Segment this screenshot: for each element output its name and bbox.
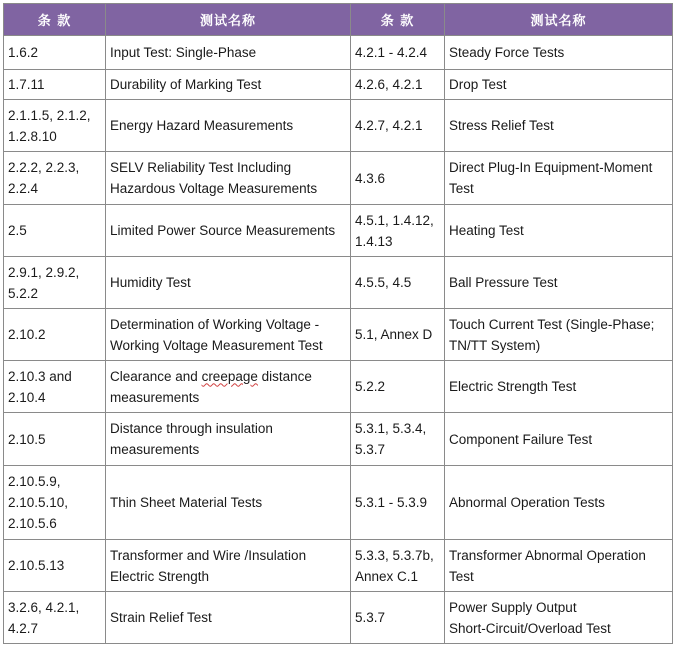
header-test-name-1: 测试名称 xyxy=(106,4,351,36)
test-name-text: distance measurements xyxy=(110,368,312,405)
clause-cell: 5.3.1 - 5.3.9 xyxy=(351,466,445,540)
clause-cell: 5.3.7 xyxy=(351,592,445,644)
test-name-cell: Drop Test xyxy=(445,70,673,100)
table-row xyxy=(4,36,673,70)
clause-cell: 4.5.1, 1.4.12, 1.4.13 xyxy=(351,205,445,257)
test-name-cell: Abnormal Operation Tests xyxy=(445,466,673,540)
test-name-cell: Input Test: Single-Phase xyxy=(106,36,351,70)
clause-cell: 3.2.6, 4.2.1, 4.2.7 xyxy=(4,592,106,644)
clause-cell: 2.1.1.5, 2.1.2, 1.2.8.10 xyxy=(4,100,106,152)
test-name-cell: Electric Strength Test xyxy=(445,361,673,413)
test-name-cell: Determination of Working Voltage - Working Voltage Measurement Test xyxy=(106,309,351,361)
table-row xyxy=(4,540,673,592)
test-name-cell: Transformer and Wire /Insulation Electric Strength xyxy=(106,540,351,592)
clause-cell: 4.5.5, 4.5 xyxy=(351,257,445,309)
test-name-cell xyxy=(106,361,351,413)
table-row xyxy=(4,100,673,152)
spellcheck-marked-word: creepage xyxy=(201,368,258,384)
test-name-cell: Humidity Test xyxy=(106,257,351,309)
clause-cell: 4.2.7, 4.2.1 xyxy=(351,100,445,152)
clause-cell: 1.6.2 xyxy=(4,36,106,70)
test-name-cell: Strain Relief Test xyxy=(106,592,351,644)
header-clause-1: 条 款 xyxy=(4,4,106,36)
test-name-cell: Touch Current Test (Single-Phase; TN/TT System) xyxy=(445,309,673,361)
test-table-container xyxy=(3,3,673,644)
test-name-cell: Direct Plug-In Equipment-Moment Test xyxy=(445,152,673,205)
table-row xyxy=(4,257,673,309)
test-name-cell: Heating Test xyxy=(445,205,673,257)
header-row xyxy=(4,4,673,36)
table-row xyxy=(4,413,673,466)
header-clause-2: 条 款 xyxy=(351,4,445,36)
test-name-cell: Component Failure Test xyxy=(445,413,673,466)
clause-cell: 4.2.6, 4.2.1 xyxy=(351,70,445,100)
test-name-cell: Distance through insulation measurements xyxy=(106,413,351,466)
test-name-cell: Power Supply Output Short-Circuit/Overload Test xyxy=(445,592,673,644)
test-name-cell: Steady Force Tests xyxy=(445,36,673,70)
clause-cell: 2.5 xyxy=(4,205,106,257)
test-name-cell: Transformer Abnormal Operation Test xyxy=(445,540,673,592)
clause-cell: 2.10.3 and 2.10.4 xyxy=(4,361,106,413)
table-row xyxy=(4,361,673,413)
clause-cell: 5.1, Annex D xyxy=(351,309,445,361)
clause-cell: 5.3.3, 5.3.7b, Annex C.1 xyxy=(351,540,445,592)
test-name-cell: Ball Pressure Test xyxy=(445,257,673,309)
header-test-name-2: 测试名称 xyxy=(445,4,673,36)
test-clause-table xyxy=(3,3,673,644)
table-row xyxy=(4,152,673,205)
table-row xyxy=(4,70,673,100)
clause-cell: 2.10.2 xyxy=(4,309,106,361)
clause-cell: 5.2.2 xyxy=(351,361,445,413)
clause-cell: 2.10.5.13 xyxy=(4,540,106,592)
test-name-cell: Energy Hazard Measurements xyxy=(106,100,351,152)
test-name-text: Clearance and xyxy=(110,368,202,384)
clause-cell: 2.9.1, 2.9.2, 5.2.2 xyxy=(4,257,106,309)
clause-cell: 2.10.5 xyxy=(4,413,106,466)
test-name-cell: Durability of Marking Test xyxy=(106,70,351,100)
clause-cell: 2.10.5.9, 2.10.5.10, 2.10.5.6 xyxy=(4,466,106,540)
clause-cell: 4.2.1 - 4.2.4 xyxy=(351,36,445,70)
table-row xyxy=(4,309,673,361)
test-name-cell: Limited Power Source Measurements xyxy=(106,205,351,257)
clause-cell: 1.7.11 xyxy=(4,70,106,100)
clause-cell: 5.3.1, 5.3.4, 5.3.7 xyxy=(351,413,445,466)
test-name-cell: Thin Sheet Material Tests xyxy=(106,466,351,540)
table-row xyxy=(4,466,673,540)
test-name-cell: Stress Relief Test xyxy=(445,100,673,152)
clause-cell: 2.2.2, 2.2.3, 2.2.4 xyxy=(4,152,106,205)
clause-cell: 4.3.6 xyxy=(351,152,445,205)
table-row xyxy=(4,592,673,644)
test-name-cell: SELV Reliability Test Including Hazardous Voltage Measurements xyxy=(106,152,351,205)
table-row xyxy=(4,205,673,257)
